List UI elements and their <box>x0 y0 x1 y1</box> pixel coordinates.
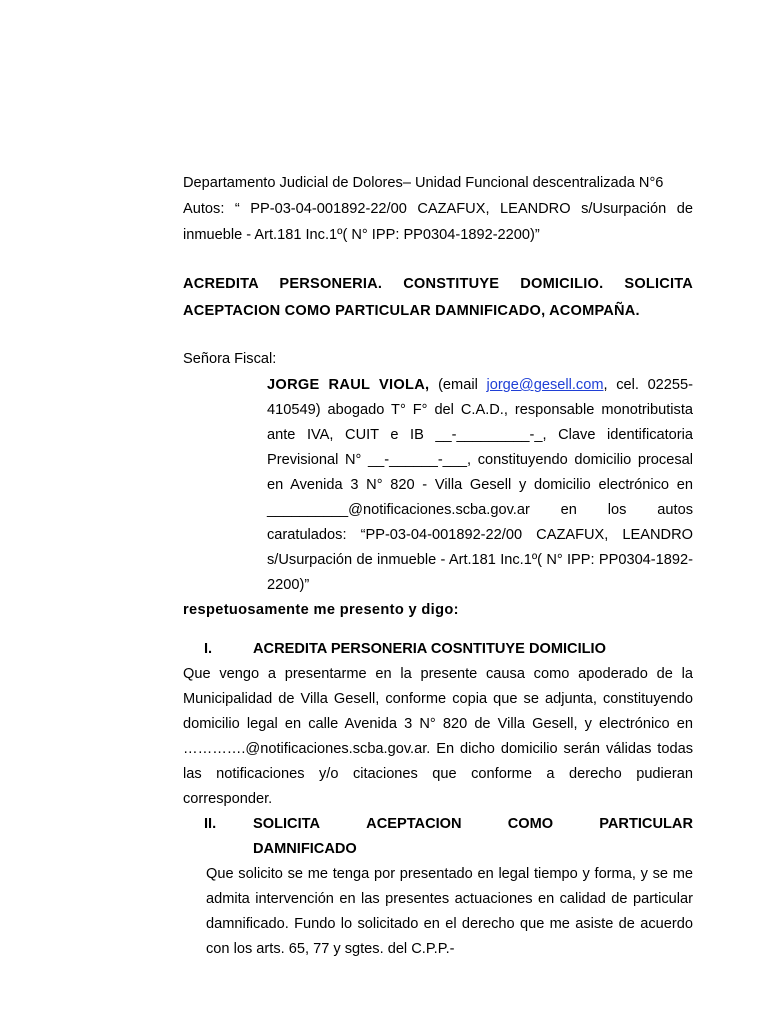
email-prefix: (email <box>429 377 487 393</box>
section-2-heading <box>204 812 693 862</box>
section-2-title-word-4: PARTICULAR <box>599 816 693 832</box>
header-line-1: Departamento Judicial de Dolores– Unidad Funcional descentralizada N°6 <box>183 175 664 191</box>
section-2-title-word-2: ACEPTACION <box>366 816 462 832</box>
section-2-title-line-2: DAMNIFICADO <box>253 841 357 857</box>
section-2-body: Que solicito se me tenga por presentado en legal tiempo y forma, y se me admita intervención en las presentes actuaciones en calidad de particular damnificado. Fundo lo solicitado en el derecho que me asiste de acuerdo con los arts. 65, 77 y sgtes. del C.P.P.- <box>206 866 693 957</box>
header-line-2: Autos: “ PP-03-04-001892-22/00 CAZAFUX, LEANDRO s/Usurpación de <box>183 201 693 217</box>
section-1-heading <box>204 637 693 662</box>
section-1-number: I. <box>204 641 213 657</box>
salutation: Señora Fiscal: <box>183 351 277 367</box>
section-2-title-word-1: SOLICITA <box>253 816 321 832</box>
section-1-title: ACREDITA PERSONERIA COSNTITUYE DOMICILIO <box>253 641 606 657</box>
section-2-number: II. <box>204 816 217 832</box>
document-body <box>183 170 693 962</box>
case-header <box>183 170 693 248</box>
intro-closing: respetuosamente me presento y digo: <box>183 602 459 618</box>
section-2-title-word-3: COMO <box>507 816 554 832</box>
title-line-1: ACREDITA PERSONERIA. CONSTITUYE DOMICILIO. SOLICITA <box>183 276 693 292</box>
section-1 <box>183 637 693 812</box>
document-title <box>183 271 693 325</box>
section-1-body: Que vengo a presentarme en la presente causa como apoderado de la Municipalidad de Villa Gesell, conforme copia que se adjunta, constituyendo domicilio legal en calle Avenida 3 N° 820 de Villa Gesell, y electrónico en ………….@notificaciones.scba.gov.ar. En dicho domicilio serán válidas todas las notificaciones y/o citaciones que conforme a derecho pudieran corresponder. <box>183 666 693 807</box>
intro-text: , cel. 02255-410549) abogado T° F° del C.A.D., responsable monotributista ante IVA, CUIT e IB __-_________-_, Clave identificatoria Previsional N° __-______-___, constituyendo domicilio procesal en Avenida 3 N° 820 - Villa Gesell y domicilio electrónico en __________@notificaciones.scba.gov.ar en los autos caratulados: “PP-03-04-001892-22/00 CAZAFUX, LEANDRO s/Usurpación de inmueble - Art.181 Inc.1º( N° IPP: PP0304-1892-2200)” <box>267 377 694 593</box>
header-line-3: inmueble - Art.181 Inc.1º( N° IPP: PP0304-1892-2200)” <box>183 227 540 243</box>
email-link[interactable]: jorge@gesell.com <box>486 377 604 393</box>
section-2 <box>183 812 693 962</box>
title-line-2: ACEPTACION COMO PARTICULAR DAMNIFICADO, ACOMPAÑA. <box>183 303 640 319</box>
author-name: JORGE RAUL VIOLA, <box>267 377 430 393</box>
intro-paragraph <box>183 373 693 598</box>
section-2-title-line-1 <box>253 812 693 837</box>
